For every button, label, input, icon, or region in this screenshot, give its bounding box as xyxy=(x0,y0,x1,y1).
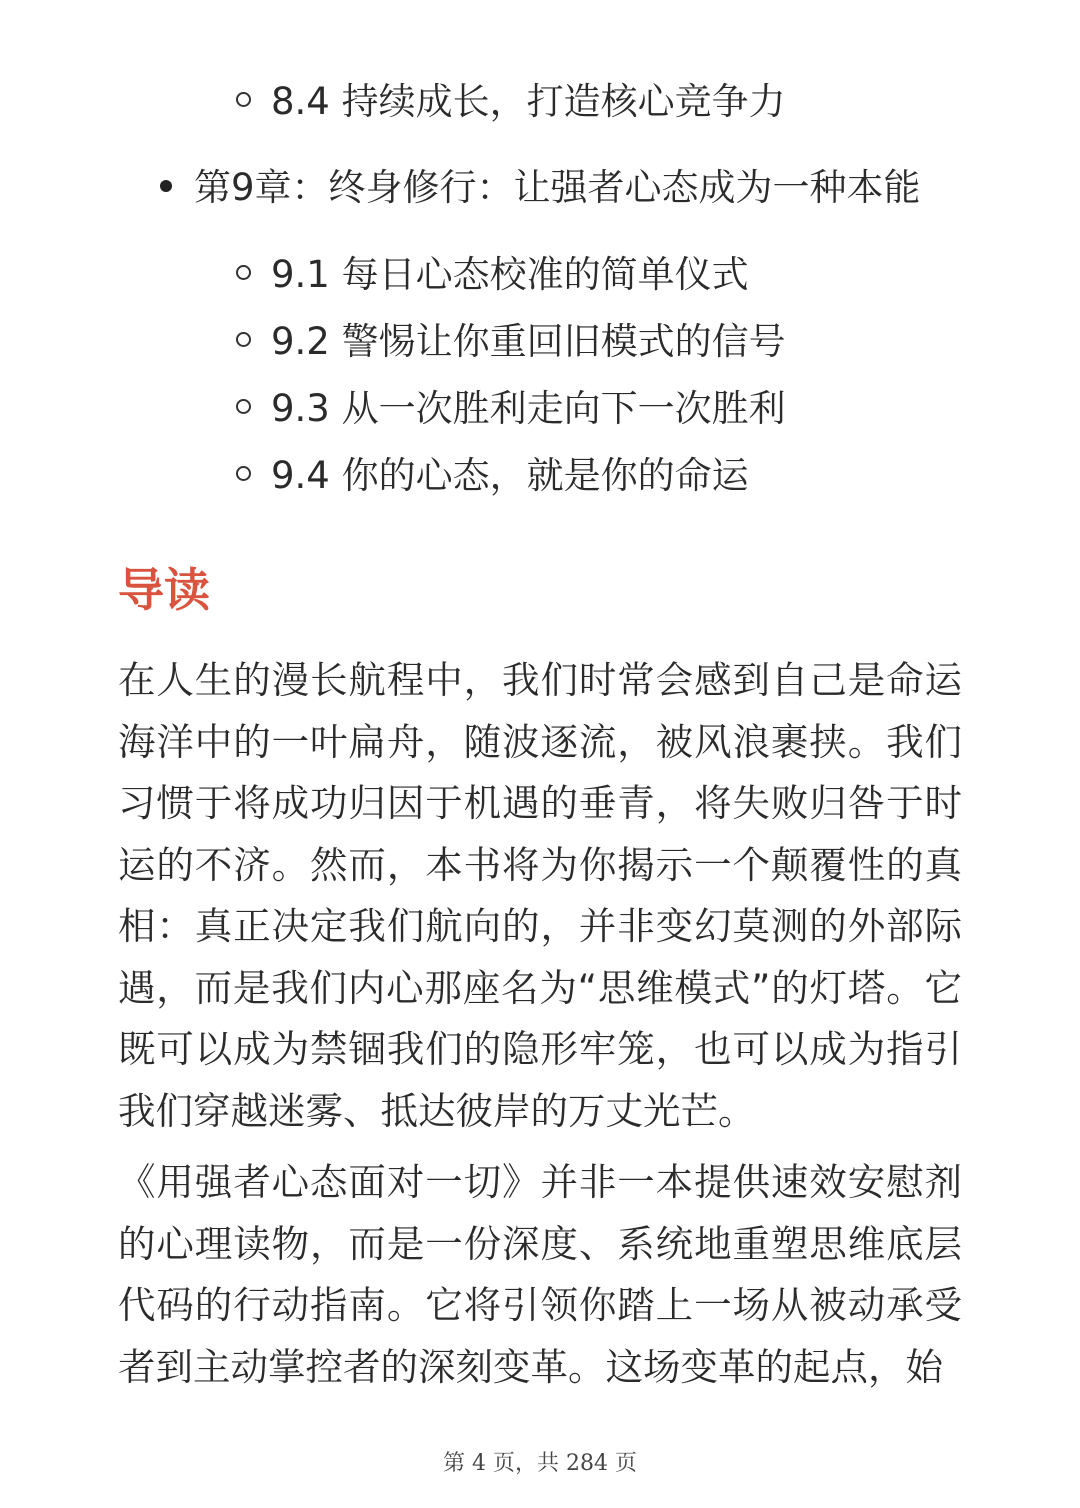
toc-item-label: 9.1 每日心态校准的简单仪式 xyxy=(271,253,749,296)
toc-item-label: 9.4 你的心态，就是你的命运 xyxy=(271,454,749,497)
intro-paragraph-1: 在人生的漫长航程中，我们时常会感到自己是命运海洋中的一叶扁舟，随波逐流，被风浪裹挟。我们习惯于将成功归因于机遇的垂青，将失败归咎于时运的不济。然而，本书将为你揭示一个颠覆性的真相：真正决定我们航向的，并非变幻莫测的外部际遇，而是我们内心那座名为“思维模式”的灯塔。它既可以成为禁锢我们的隐形牢笼，也可以成为指引我们穿越迷雾、抵达彼岸的万丈光芒。 xyxy=(118,658,962,1133)
toc-chapter-label: 第9章：终身修行：让强者心态成为一种本能 xyxy=(194,166,921,209)
page-number-footer: 第 4 页，共 284 页 xyxy=(443,1451,637,1476)
toc-item-9-3[interactable] xyxy=(236,385,786,433)
toc-item-label: 9.2 警惕让你重回旧模式的信号 xyxy=(271,320,786,363)
intro-paragraph-2: 《用强者心态面对一切》并非一本提供速效安慰剂的心理读物，而是一份深度、系统地重塑思维底层代码的行动指南。它将引领你踏上一场从被动承受者到主动掌控者的深刻变革。这场变革的起点，始 xyxy=(118,1160,962,1389)
toc-item-label: 9.3 从一次胜利走向下一次胜利 xyxy=(271,387,786,430)
hollow-bullet-icon xyxy=(236,332,251,347)
hollow-bullet-icon xyxy=(236,399,251,414)
hollow-bullet-icon xyxy=(236,466,251,481)
toc-item-9-2[interactable] xyxy=(236,318,786,366)
section-title: 导读 xyxy=(118,563,210,617)
toc-item-9-1[interactable] xyxy=(236,251,749,299)
hollow-bullet-icon xyxy=(236,92,251,107)
filled-bullet-icon xyxy=(160,180,172,192)
toc-item-label: 8.4 持续成长，打造核心竞争力 xyxy=(271,80,786,123)
toc-item-8-4[interactable] xyxy=(236,78,786,126)
toc-chapter-9[interactable] xyxy=(160,164,921,212)
toc-item-9-4[interactable] xyxy=(236,452,749,500)
hollow-bullet-icon xyxy=(236,265,251,280)
